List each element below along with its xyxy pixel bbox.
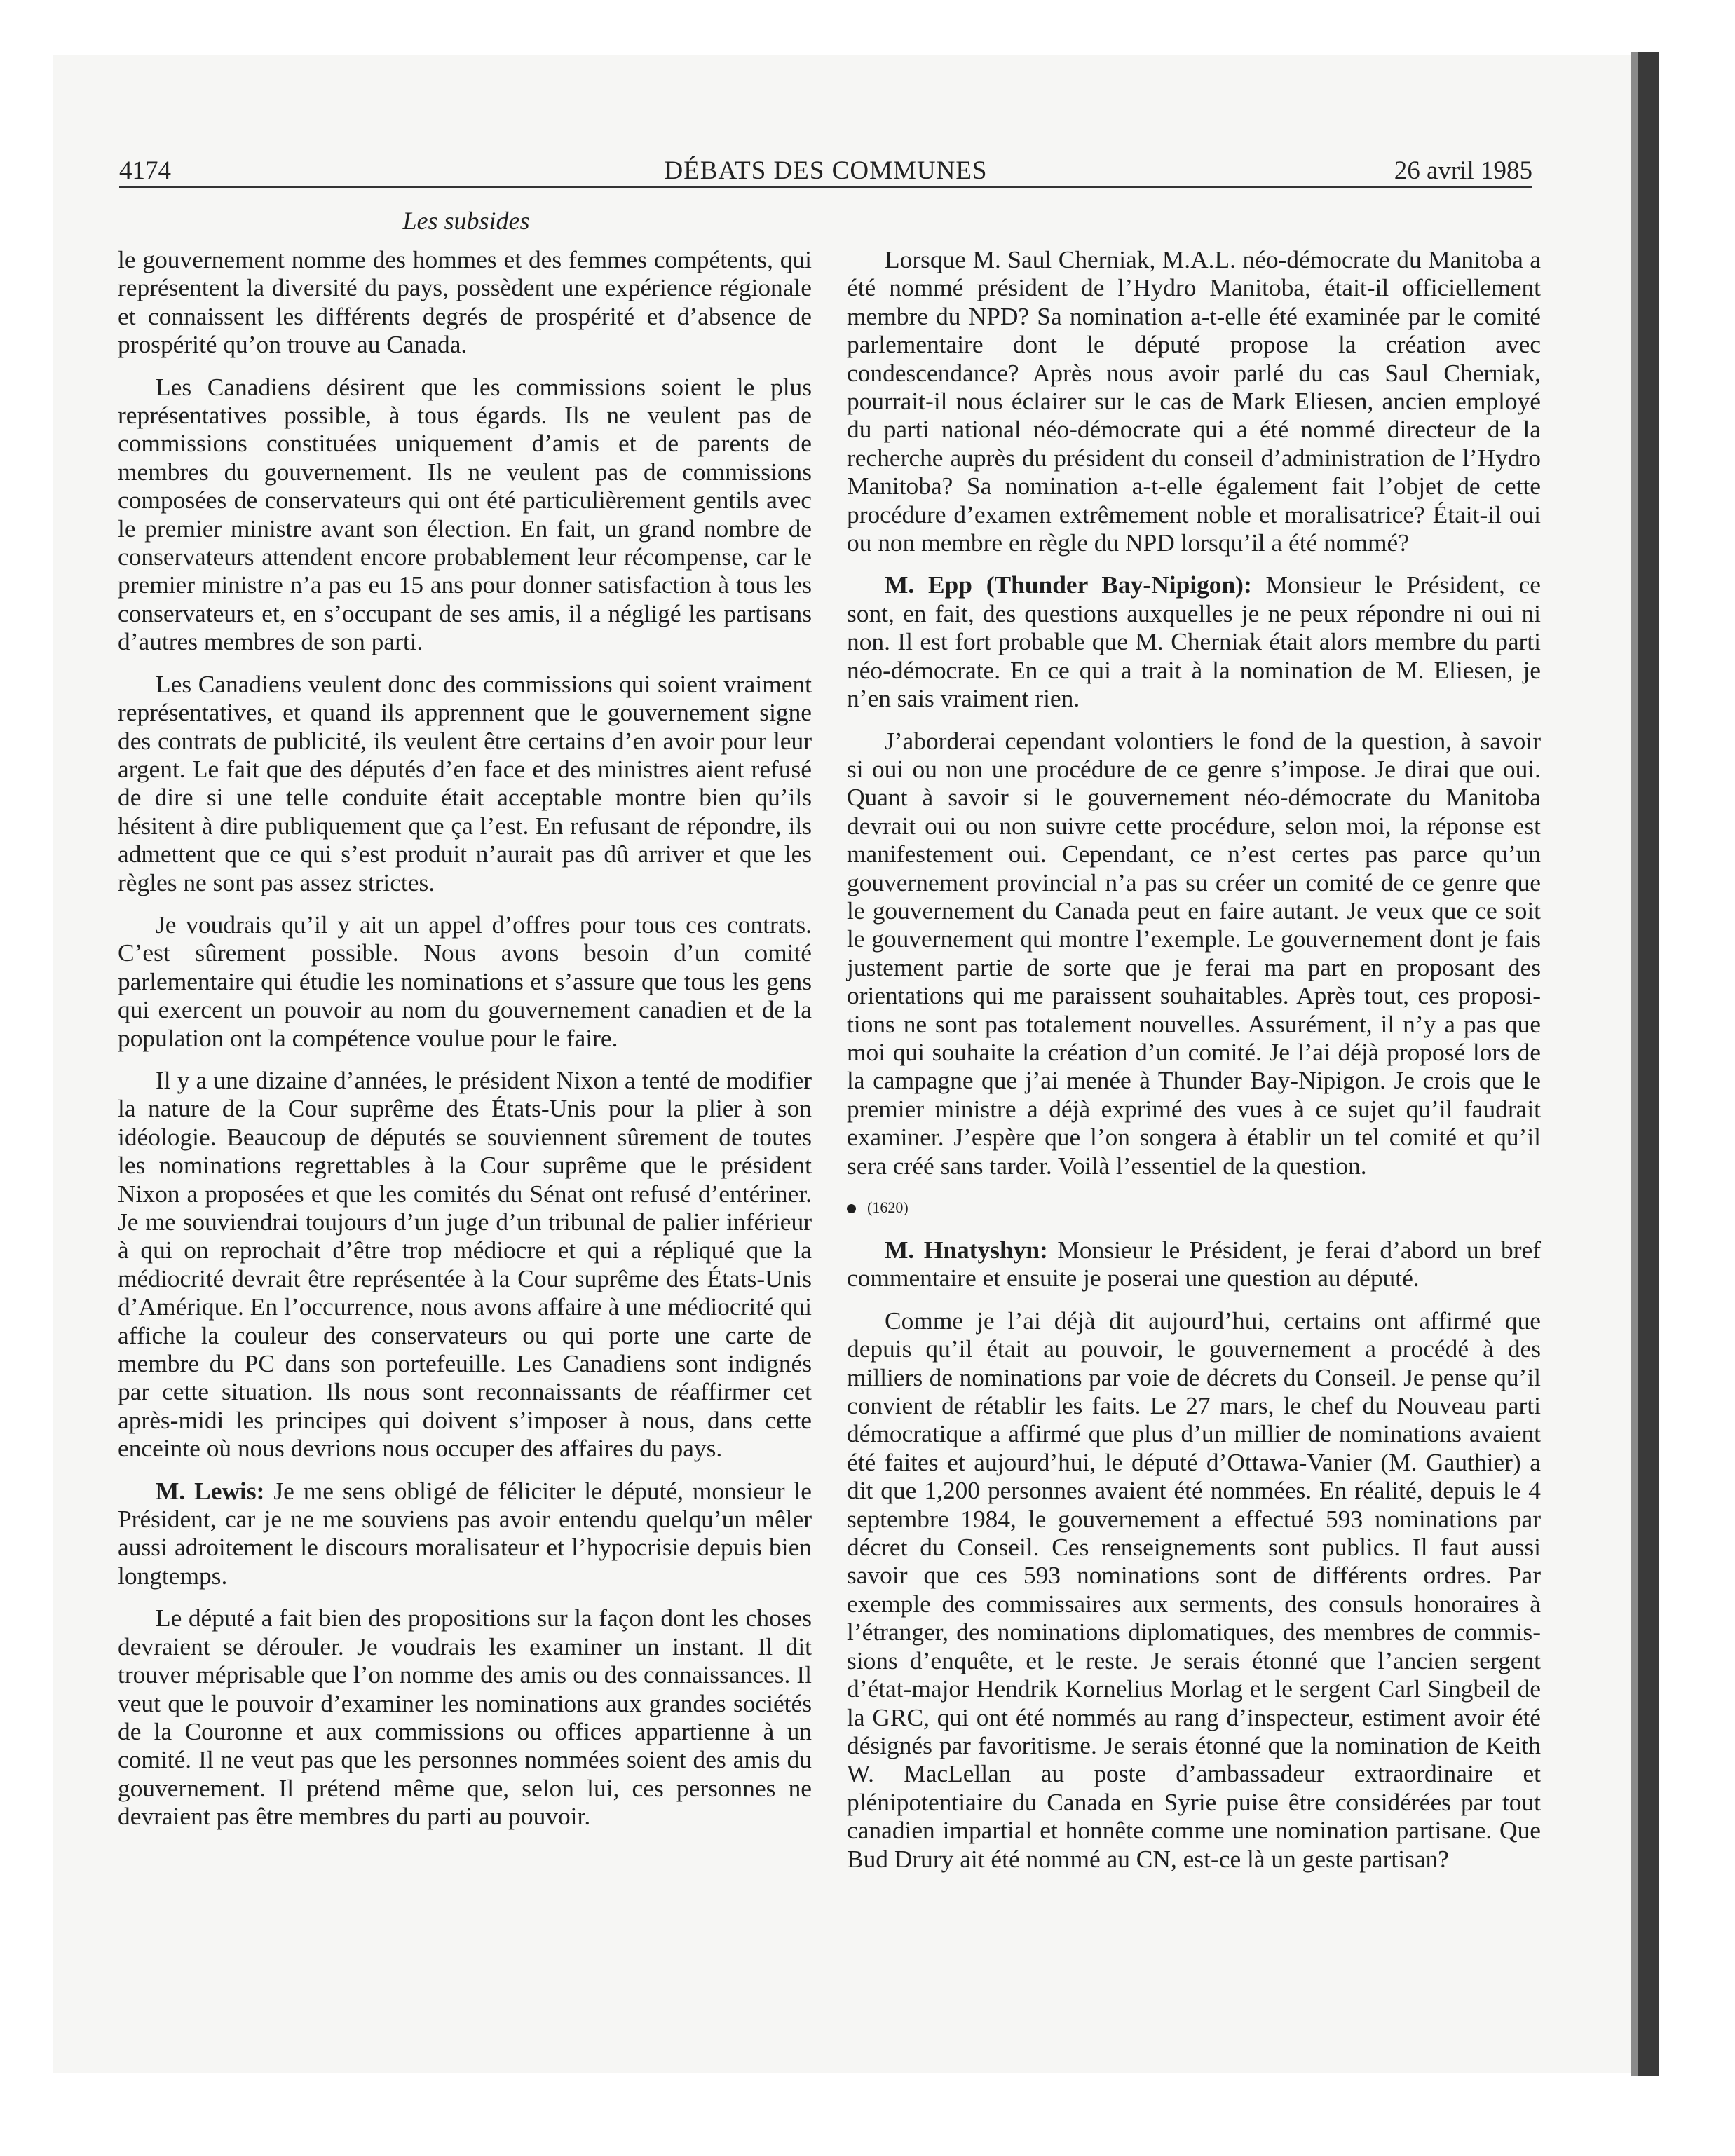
header-date: 26 avril 1985 xyxy=(1394,156,1532,185)
paragraph: Je voudrais qu’il y ait un appel d’offres pour tous ces contrats. C’est sûrement possible. Nous avons besoin d’un comité parlementaire qui étudie les nominations et s’assure que tous les gens qui exercent un pouvoir au nom du gouvernement canadien et de la population ont la compétence voulue pour le faire. xyxy=(118,910,812,1052)
speech-text: Je me sens obligé de féliciter le député, monsieur le Président, car je ne me souviens pas avoir entendu quelqu’un mêler aussi adroitement le discours moralisateur et l’hypocrisie depuis bien longtemps. xyxy=(118,1476,812,1590)
speaker-name: M. Lewis: xyxy=(156,1476,265,1505)
speech-paragraph xyxy=(118,1477,812,1590)
left-column xyxy=(118,245,812,1845)
section-title: Les subsides xyxy=(402,207,530,235)
speaker-name: M. Hnatyshyn: xyxy=(885,1236,1048,1264)
page-number: 4174 xyxy=(119,156,171,185)
speech-text: Monsieur le Président, je ferai d’abord un bref commentaire et ensuite je poserai une question au député. xyxy=(847,1236,1541,1292)
paragraph: Il y a une dizaine d’années, le président Nixon a tenté de modifier la nature de la Cour suprême des États-Unis pour la plier à son idéologie. Beaucoup de députés se souviennent sûrement de toutes les nominations regrettables à la Cour suprême que le président Nixon a proposées et que les comités du Sénat ont refusé d’entériner. Je me souviendrai toujours d’un juge d’un tribunal de palier inférieur à qui on reprochait d’être trop médiocre et qui a répliqué que la médiocrité devrait être représentée à la Cour suprême des États-Unis d’Amérique. En l’occurrence, nous avons affaire à une médiocrité qui affiche la couleur des conservateurs ou qui porte une carte de membre du PC dans son portefeuille. Les Canadiens sont indignés par cette situation. Ils nous sont reconnaissants de réaffirmer cet après-midi les principes qui doivent s’imposer à nous, dans cette enceinte où nous devrions nous occuper des affaires du pays. xyxy=(118,1065,812,1463)
time-stamp-text: (1620) xyxy=(867,1199,909,1216)
scan-edge-shadow xyxy=(1631,52,1638,2076)
paragraph: Les Canadiens veulent donc des commissions qui soient vraiment représentatives, et quand ils apprennent que le gouvernement signe des contrats de publicité, ils veulent être certains d’en avoir pour leur argent. Le fait que des députés d’en face et des ministres aient refusé de dire si une telle conduite était acceptable montre bien qu’ils hésitent à dire publiquement que ça l’est. En refusant de répondre, ils admettent que ce qui s’est produit n’aurait pas dû arriver et que les règles ne sont pas assez strictes. xyxy=(118,669,812,896)
speech-paragraph xyxy=(847,1236,1541,1292)
paragraph: Le député a fait bien des propositions sur la façon dont les choses devraient se dérouler. Je voudrais les examiner un instant. Il dit trouver méprisable que l’on nomme des amis ou des connaissances. Il veut que le pouvoir d’examiner les nominations aux grandes sociétés de la Couronne et aux commissions ou offices appartienne à un comité. Il ne veut pas que les personnes nommées soient des amis du gouvernement. Il prétend même que, selon lui, ces personnes ne devraient pas être membres du parti au pouvoir. xyxy=(118,1604,812,1831)
speaker-name: M. Epp (Thunder Bay-Nipigon): xyxy=(885,571,1252,599)
right-column xyxy=(847,245,1541,1887)
time-stamp xyxy=(847,1194,1541,1222)
scan-edge xyxy=(1638,52,1659,2076)
paragraph: Comme je l’ai déjà dit aujourd’hui, certains ont affirmé que depuis qu’il était au pouvoir, le gouvernement a procédé à des milliers de nominations par voie de décrets du Conseil. Je pense qu’il convient de rétablir les faits. Le 27 mars, le chef du Nouveau parti démocratique a affirmé que plus d’un millier de nominations avaient été faites et aujourd’hui, le député d’Ottawa-Vanier (M. Gauthier) a dit que 1,200 personnes avaient été nommées. En réalité, depuis le 4 septembre 1984, le gouvernement a effectué 593 nominations par décret du Conseil. Ces renseignements sont publics. Il faut aussi savoir que ces 593 nominations sont de différents ordres. Par exemple des commissaires aux serments, des consuls honoraires à l’étranger, des nominations diplomatiques, des membres de commissions d’enquête, et le reste. Je serais étonné que l’ancien sergent d’état-major Hendrik Kornelius Morlag et le sergent Carl Singbeil de la GRC, qui ont été nommés au rang d’inspecteur, estiment avoir été désignés par favoritisme. Je serais étonné que la nomination de Keith W. MacLellan au poste d’ambassadeur extraordinaire et plénipotentiaire du Canada en Syrie puise être considérées par tout canadien impartial et honnête comme une nomination partisane. Que Bud Drury ait été nommé au CN, est-ce là un geste partisan? xyxy=(847,1306,1541,1873)
speech-paragraph xyxy=(847,571,1541,712)
bullet-icon xyxy=(847,1204,856,1213)
speech-text: Monsieur le Président, ce sont, en fait, des questions auxquelles je ne peux répondre ni oui ni non. Il est fort probable que M. Cherniak était alors membre du parti néo-démocrate. En ce qui a trait à la nomination de M. Eliesen, je n’en sais vraiment rien. xyxy=(847,571,1542,713)
publication-title: DÉBATS DES COMMUNES xyxy=(664,156,988,185)
running-header xyxy=(119,153,1532,189)
header-rule xyxy=(119,186,1532,188)
paragraph: Les Canadiens désirent que les commissions soient le plus représentatives possible, à tous égards. Ils ne veulent pas de commissions constituées uniquement d’amis et de parents de membres du gouvernement. Ils ne veulent pas de commissions composées de conservateurs qui ont été particulièrement gentils avec le premier ministre avant son élection. En fait, un grand nombre de conservateurs attendent encore probablement leur récompense, car le premier ministre n’a pas eu 15 ans pour donner satisfaction à tous les conservateurs et, en s’occupant de ses amis, il a négligé les partisans d’autres membres de son parti. xyxy=(118,372,812,656)
paragraph: le gouvernement nomme des hommes et des femmes compétents, qui représentent la diversité du pays, possèdent une expérience régionale et connaissent les différents degrés de prospérité et d’absence de prospérité qu’on trouve au Canada. xyxy=(118,245,812,359)
paragraph: J’aborderai cependant volontiers le fond de la question, à savoir si oui ou non une procédure de ce genre s’impose. Je dirai que oui. Quant à savoir si le gouvernement néo-démocrate du Manitoba devrait oui ou non suivre cette procédure, selon moi, la réponse est manifestement oui. Cependant, ce n’est certes pas parce qu’un gouvernement provincial n’a pas su créer un comité de ce genre que le gouvernement du Canada peut en faire autant. Je veux que ce soit le gouvernement qui montre l’exemple. Le gouvernement dont je fais justement partie de sorte que je ferai ma part en proposant des orientations qui me paraissent souhaitables. Après tout, ces propositions ne sont pas totalement nouvelles. Assurément, il n’y a pas que moi qui souhaite la création d’un comité. Je l’ai déjà proposé lors de la campagne que j’ai menée à Thunder Bay-Nipigon. Je crois que le premier ministre a déjà exprimé des vues à ce sujet qu’il faudrait examiner. J’espère que l’on songera à établir un tel comité et qu’il sera créé sans tarder. Voilà l’essentiel de la question. xyxy=(847,726,1541,1180)
paragraph: Lorsque M. Saul Cherniak, M.A.L. néo-démocrate du Manitoba a été nommé président de l’Hydro Manitoba, était-il officiellement membre du NPD? Sa nomination a-t-elle été examinée par le comité parlementaire dont le député propose la création avec condescendance? Après nous avoir parlé du cas Saul Cherniak, pourrait-il nous éclairer sur le cas de Mark Eliesen, ancien employé du parti national néo-démocrate qui a été nommé directeur de la recherche auprès du président du conseil d’administration de l’Hydro Manitoba? Sa nomination a-t-elle également fait l’objet de cette procédure d’examen extrêmement noble et moralisatrice? Était-il oui ou non membre en règle du NPD lorsqu’il a été nommé? xyxy=(847,245,1541,557)
